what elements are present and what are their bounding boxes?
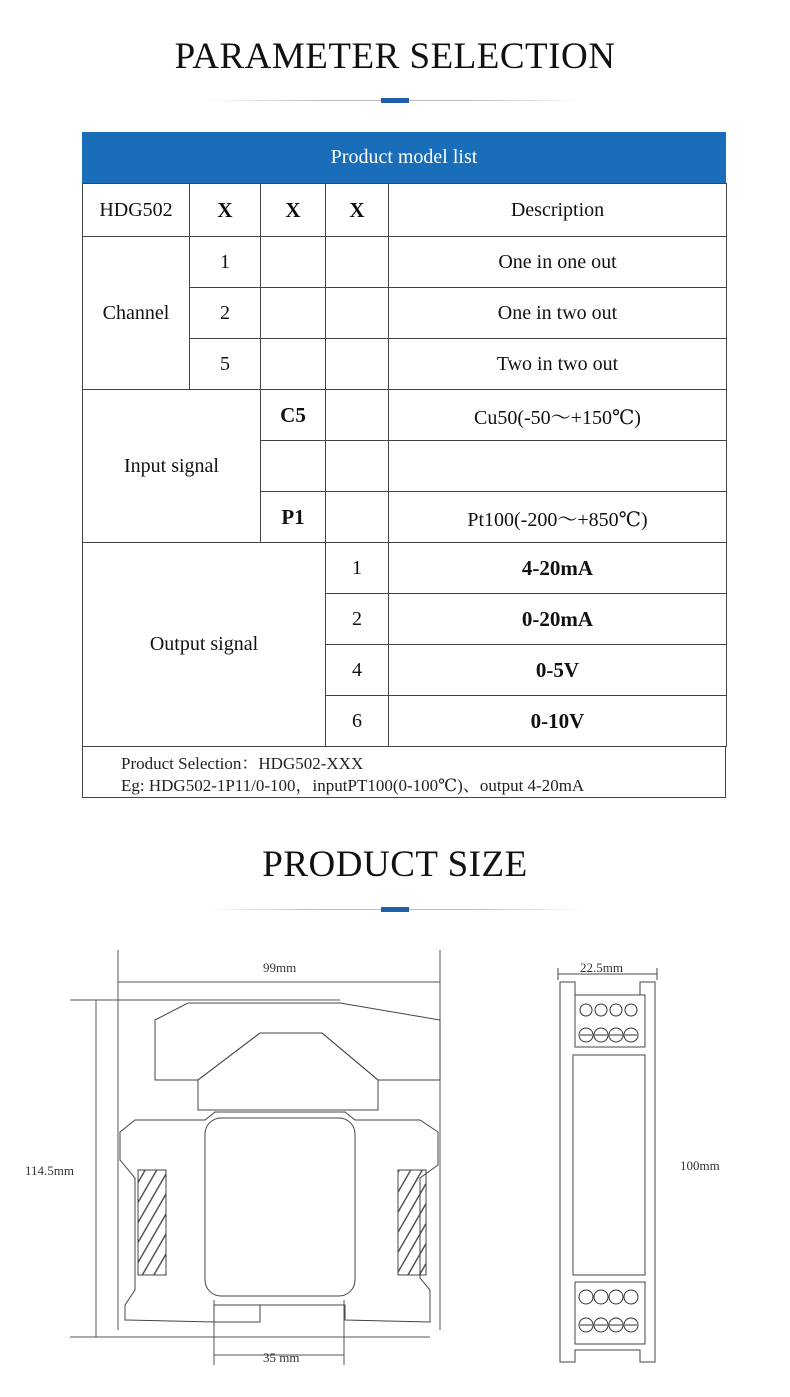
front-view-outline (120, 1003, 440, 1322)
channel-desc: One in one out (389, 237, 727, 288)
table-row (83, 237, 727, 288)
product-size-title: PRODUCT SIZE (262, 844, 528, 885)
input-code (261, 441, 326, 492)
empty-cell (326, 390, 389, 441)
empty-cell (326, 237, 389, 288)
table-row (83, 390, 727, 441)
output-desc: 0-20mA (389, 594, 727, 645)
dim-side-height-label: 100mm (680, 1158, 720, 1173)
table-row (83, 543, 727, 594)
channel-code: 5 (190, 339, 261, 390)
channel-desc: One in two out (389, 288, 727, 339)
empty-cell (326, 288, 389, 339)
side-view-outline (558, 968, 657, 1362)
output-code: 6 (326, 696, 389, 747)
dimension-drawing (0, 930, 790, 1370)
col-x3: X (326, 184, 389, 237)
dim-height-label: 114.5mm (25, 1163, 74, 1178)
col-model: HDG502 (83, 184, 190, 237)
empty-cell (261, 288, 326, 339)
col-x2: X (261, 184, 326, 237)
channel-code: 1 (190, 237, 261, 288)
table-header: Product model list (82, 132, 726, 183)
input-desc (389, 441, 727, 492)
output-label: Output signal (83, 543, 326, 747)
output-code: 1 (326, 543, 389, 594)
output-code: 2 (326, 594, 389, 645)
input-code: P1 (261, 492, 326, 543)
dim-side-width-label: 22.5mm (580, 960, 623, 975)
input-code: C5 (261, 390, 326, 441)
note-line-2: Eg: HDG502-1P11/0-100，inputPT100(0-100℃)、output 4-20mA (121, 776, 585, 795)
terminal-screws (579, 1004, 638, 1332)
col-x1: X (190, 184, 261, 237)
size-divider-accent (381, 907, 409, 912)
channel-code: 2 (190, 288, 261, 339)
empty-cell (326, 492, 389, 543)
input-desc: Cu50(-50～+150℃) (389, 390, 727, 441)
parameter-selection-title: PARAMETER SELECTION (174, 36, 616, 77)
input-label: Input signal (83, 390, 261, 543)
title-divider-accent (381, 98, 409, 103)
dim-width-label: 99mm (263, 960, 297, 975)
output-desc: 4-20mA (389, 543, 727, 594)
product-model-table (82, 132, 726, 798)
output-code: 4 (326, 645, 389, 696)
empty-cell (326, 441, 389, 492)
empty-cell (261, 237, 326, 288)
output-desc: 0-5V (389, 645, 727, 696)
selection-note (82, 747, 726, 798)
note-line-1: Product Selection：HDG502-XXX (121, 754, 364, 773)
dim-rail-label: 35 mm (263, 1350, 300, 1365)
col-description: Description (389, 184, 727, 237)
channel-desc: Two in two out (389, 339, 727, 390)
empty-cell (326, 339, 389, 390)
column-header-row (83, 184, 727, 237)
empty-cell (261, 339, 326, 390)
channel-label: Channel (83, 237, 190, 390)
output-desc: 0-10V (389, 696, 727, 747)
input-desc: Pt100(-200～+850℃) (389, 492, 727, 543)
front-dimension-lines (70, 950, 440, 1365)
